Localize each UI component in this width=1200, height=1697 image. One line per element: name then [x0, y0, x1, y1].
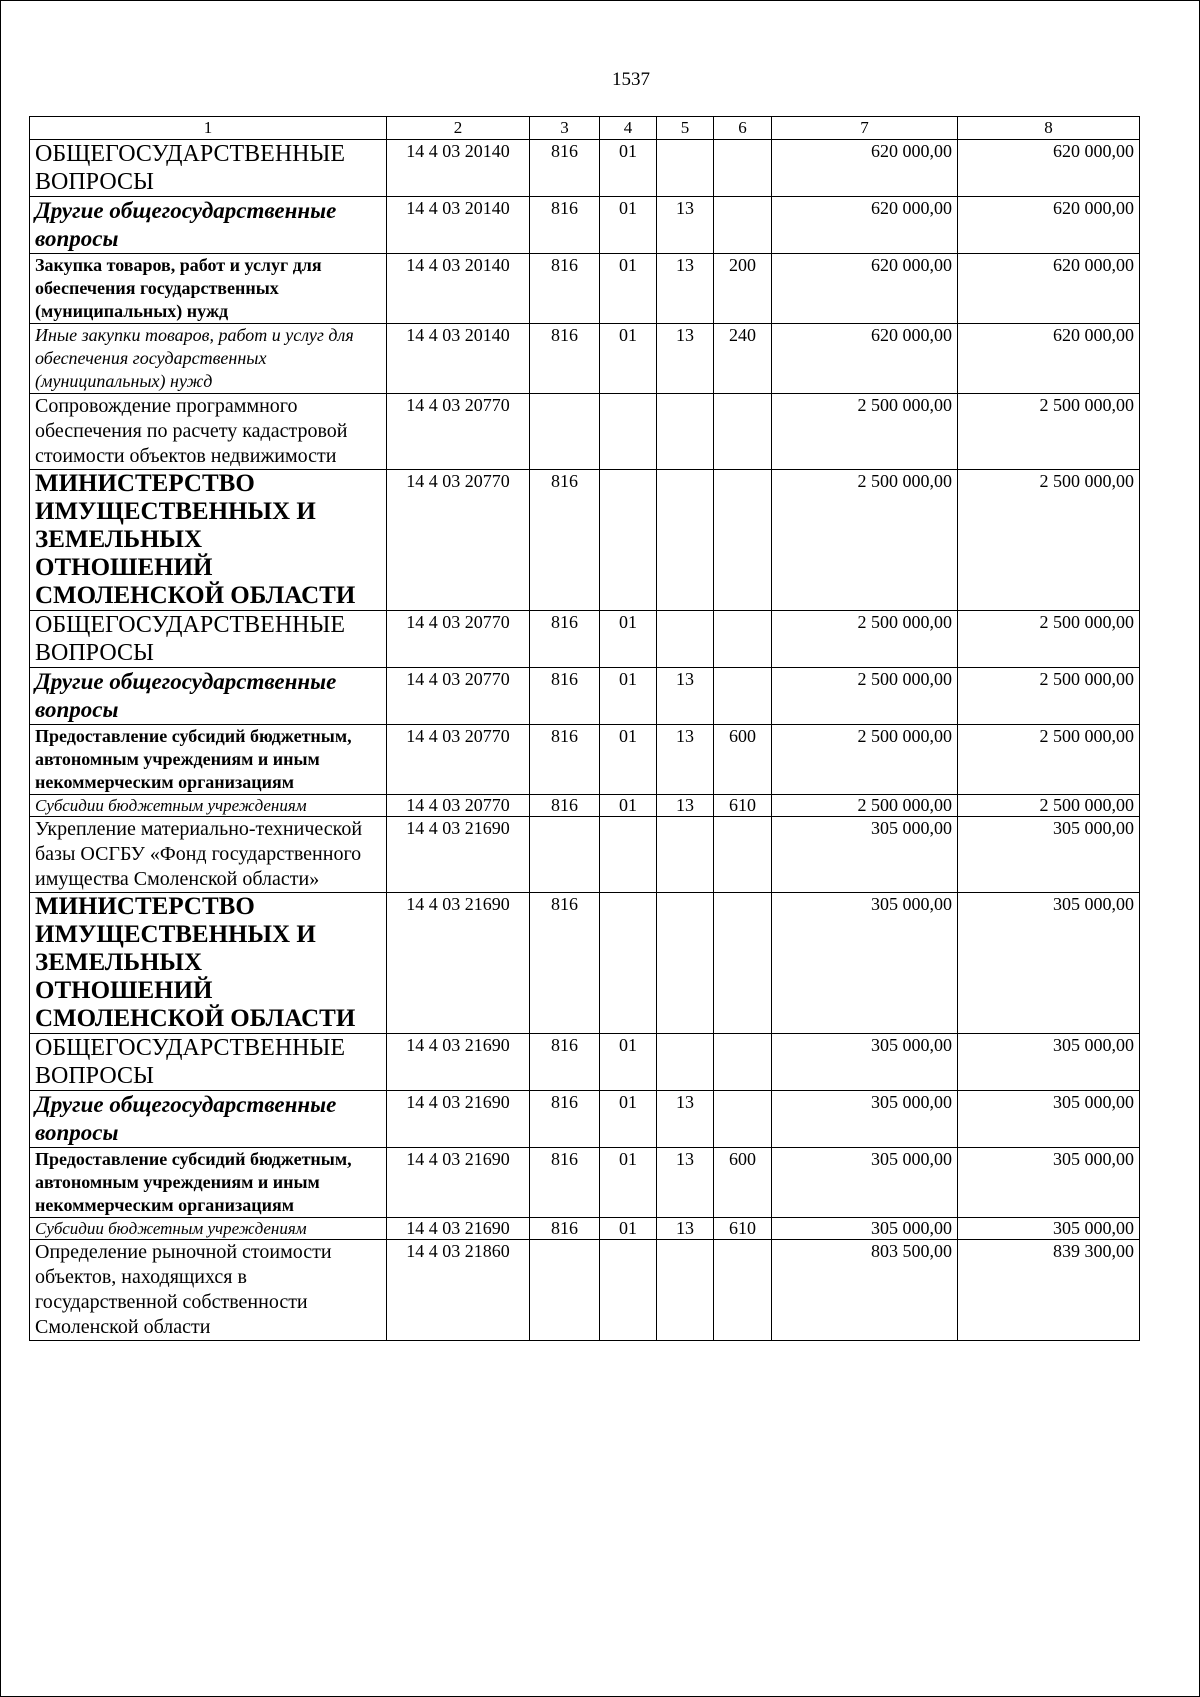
ministry-code-cell: 816 — [530, 254, 600, 324]
ministry-code-cell: 816 — [530, 611, 600, 668]
subsection-code-cell — [657, 1034, 714, 1091]
expense-type-cell — [714, 1034, 772, 1091]
subsection-code-cell: 13 — [657, 725, 714, 795]
target-article-cell: 14 4 03 21690 — [387, 1218, 530, 1240]
amount-year-2-cell: 305 000,00 — [958, 1034, 1140, 1091]
subsection-code-cell — [657, 470, 714, 611]
amount-year-1-cell: 620 000,00 — [772, 254, 958, 324]
page-number: 1537 — [612, 69, 650, 90]
column-header: 3 — [530, 117, 600, 140]
expense-type-cell: 600 — [714, 1148, 772, 1218]
table-row — [30, 611, 1140, 668]
expense-type-cell — [714, 140, 772, 197]
target-article-cell: 14 4 03 21690 — [387, 893, 530, 1034]
amount-year-2-cell: 620 000,00 — [958, 324, 1140, 394]
amount-year-2-cell: 2 500 000,00 — [958, 470, 1140, 611]
table-row — [30, 394, 1140, 470]
amount-year-1-cell: 305 000,00 — [772, 1148, 958, 1218]
expense-type-cell — [714, 1240, 772, 1341]
target-article-cell: 14 4 03 20140 — [387, 324, 530, 394]
table-row — [30, 1218, 1140, 1240]
table-row — [30, 1034, 1140, 1091]
subsection-code-cell: 13 — [657, 795, 714, 817]
table-row — [30, 1091, 1140, 1148]
section-code-cell — [600, 1240, 657, 1341]
amount-year-1-cell: 2 500 000,00 — [772, 394, 958, 470]
row-name-cell: Субсидии бюджетным учреждениям — [30, 1218, 387, 1240]
amount-year-2-cell: 2 500 000,00 — [958, 795, 1140, 817]
expense-type-cell: 610 — [714, 795, 772, 817]
ministry-code-cell: 816 — [530, 1091, 600, 1148]
amount-year-2-cell: 305 000,00 — [958, 1091, 1140, 1148]
expense-type-cell — [714, 470, 772, 611]
table-row — [30, 140, 1140, 197]
ministry-code-cell: 816 — [530, 324, 600, 394]
subsection-code-cell — [657, 394, 714, 470]
table-row — [30, 725, 1140, 795]
amount-year-2-cell: 620 000,00 — [958, 197, 1140, 254]
subsection-code-cell: 13 — [657, 1148, 714, 1218]
amount-year-2-cell: 2 500 000,00 — [958, 668, 1140, 725]
ministry-code-cell — [530, 817, 600, 893]
ministry-code-cell: 816 — [530, 795, 600, 817]
target-article-cell: 14 4 03 20770 — [387, 611, 530, 668]
amount-year-1-cell: 803 500,00 — [772, 1240, 958, 1341]
target-article-cell: 14 4 03 20770 — [387, 394, 530, 470]
row-name-cell: ОБЩЕГОСУДАРСТВЕННЫЕ ВОПРОСЫ — [30, 611, 387, 668]
ministry-code-cell: 816 — [530, 668, 600, 725]
ministry-code-cell: 816 — [530, 470, 600, 611]
column-header: 8 — [958, 117, 1140, 140]
ministry-code-cell: 816 — [530, 197, 600, 254]
section-code-cell: 01 — [600, 1034, 657, 1091]
section-code-cell: 01 — [600, 324, 657, 394]
row-name-cell: Иные закупки товаров, работ и услуг для обеспечения государственных (муниципальных) нужд — [30, 324, 387, 394]
ministry-code-cell: 816 — [530, 1034, 600, 1091]
expense-type-cell — [714, 668, 772, 725]
section-code-cell: 01 — [600, 611, 657, 668]
amount-year-1-cell: 2 500 000,00 — [772, 795, 958, 817]
subsection-code-cell: 13 — [657, 254, 714, 324]
section-code-cell — [600, 817, 657, 893]
expense-type-cell — [714, 197, 772, 254]
amount-year-1-cell: 305 000,00 — [772, 817, 958, 893]
ministry-code-cell: 816 — [530, 1148, 600, 1218]
amount-year-2-cell: 2 500 000,00 — [958, 725, 1140, 795]
target-article-cell: 14 4 03 20140 — [387, 140, 530, 197]
target-article-cell: 14 4 03 20770 — [387, 795, 530, 817]
row-name-cell: Другие общегосударственные вопросы — [30, 668, 387, 725]
amount-year-1-cell: 305 000,00 — [772, 1218, 958, 1240]
target-article-cell: 14 4 03 21690 — [387, 1148, 530, 1218]
table-row — [30, 254, 1140, 324]
row-name-cell: Другие общегосударственные вопросы — [30, 197, 387, 254]
column-header: 2 — [387, 117, 530, 140]
table-row — [30, 893, 1140, 1034]
expense-type-cell — [714, 611, 772, 668]
section-code-cell: 01 — [600, 1148, 657, 1218]
row-name-cell: ОБЩЕГОСУДАРСТВЕННЫЕ ВОПРОСЫ — [30, 140, 387, 197]
table-row — [30, 1240, 1140, 1341]
target-article-cell: 14 4 03 21690 — [387, 817, 530, 893]
expense-type-cell — [714, 893, 772, 1034]
table-row — [30, 795, 1140, 817]
table-body — [30, 140, 1140, 1341]
subsection-code-cell — [657, 140, 714, 197]
subsection-code-cell — [657, 893, 714, 1034]
ministry-code-cell — [530, 1240, 600, 1341]
subsection-code-cell: 13 — [657, 1218, 714, 1240]
column-header: 5 — [657, 117, 714, 140]
target-article-cell: 14 4 03 20770 — [387, 470, 530, 611]
section-code-cell: 01 — [600, 197, 657, 254]
section-code-cell — [600, 470, 657, 611]
subsection-code-cell — [657, 1240, 714, 1341]
section-code-cell: 01 — [600, 668, 657, 725]
row-name-cell: Другие общегосударственные вопросы — [30, 1091, 387, 1148]
amount-year-2-cell: 2 500 000,00 — [958, 394, 1140, 470]
amount-year-1-cell: 305 000,00 — [772, 893, 958, 1034]
row-name-cell: МИНИСТЕРСТВО ИМУЩЕСТВЕННЫХ И ЗЕМЕЛЬНЫХ ОТНОШЕНИЙ СМОЛЕНСКОЙ ОБЛАСТИ — [30, 470, 387, 611]
section-code-cell — [600, 394, 657, 470]
ministry-code-cell: 816 — [530, 140, 600, 197]
ministry-code-cell: 816 — [530, 725, 600, 795]
row-name-cell: Субсидии бюджетным учреждениям — [30, 795, 387, 817]
row-name-cell: МИНИСТЕРСТВО ИМУЩЕСТВЕННЫХ И ЗЕМЕЛЬНЫХ ОТНОШЕНИЙ СМОЛЕНСКОЙ ОБЛАСТИ — [30, 893, 387, 1034]
row-name-cell: Определение рыночной стоимости объектов, находящихся в государственной собственности Смоленской области — [30, 1240, 387, 1341]
column-header: 4 — [600, 117, 657, 140]
ministry-code-cell: 816 — [530, 893, 600, 1034]
amount-year-2-cell: 305 000,00 — [958, 893, 1140, 1034]
amount-year-1-cell: 620 000,00 — [772, 140, 958, 197]
subsection-code-cell: 13 — [657, 668, 714, 725]
section-code-cell: 01 — [600, 1218, 657, 1240]
amount-year-2-cell: 620 000,00 — [958, 140, 1140, 197]
row-name-cell: ОБЩЕГОСУДАРСТВЕННЫЕ ВОПРОСЫ — [30, 1034, 387, 1091]
section-code-cell: 01 — [600, 1091, 657, 1148]
amount-year-1-cell: 2 500 000,00 — [772, 725, 958, 795]
expense-type-cell: 610 — [714, 1218, 772, 1240]
target-article-cell: 14 4 03 21860 — [387, 1240, 530, 1341]
expense-type-cell — [714, 1091, 772, 1148]
target-article-cell: 14 4 03 21690 — [387, 1034, 530, 1091]
expense-type-cell — [714, 394, 772, 470]
subsection-code-cell — [657, 611, 714, 668]
table-row — [30, 197, 1140, 254]
table-row — [30, 817, 1140, 893]
amount-year-2-cell: 305 000,00 — [958, 817, 1140, 893]
target-article-cell: 14 4 03 21690 — [387, 1091, 530, 1148]
amount-year-1-cell: 2 500 000,00 — [772, 611, 958, 668]
target-article-cell: 14 4 03 20140 — [387, 254, 530, 324]
section-code-cell: 01 — [600, 725, 657, 795]
table-row — [30, 1148, 1140, 1218]
column-header: 7 — [772, 117, 958, 140]
section-code-cell — [600, 893, 657, 1034]
table-row — [30, 324, 1140, 394]
row-name-cell: Предоставление субсидий бюджетным, автономным учреждениям и иным некоммерческим организациям — [30, 725, 387, 795]
amount-year-2-cell: 305 000,00 — [958, 1218, 1140, 1240]
amount-year-2-cell: 305 000,00 — [958, 1148, 1140, 1218]
amount-year-1-cell: 620 000,00 — [772, 324, 958, 394]
expense-type-cell: 240 — [714, 324, 772, 394]
budget-table — [29, 116, 1140, 1341]
expense-type-cell: 200 — [714, 254, 772, 324]
column-header: 1 — [30, 117, 387, 140]
section-code-cell: 01 — [600, 795, 657, 817]
table-header-row — [30, 117, 1140, 140]
row-name-cell: Закупка товаров, работ и услуг для обеспечения государственных (муниципальных) нужд — [30, 254, 387, 324]
ministry-code-cell — [530, 394, 600, 470]
amount-year-1-cell: 620 000,00 — [772, 197, 958, 254]
ministry-code-cell: 816 — [530, 1218, 600, 1240]
subsection-code-cell: 13 — [657, 1091, 714, 1148]
subsection-code-cell — [657, 817, 714, 893]
target-article-cell: 14 4 03 20770 — [387, 668, 530, 725]
table-row — [30, 668, 1140, 725]
column-header: 6 — [714, 117, 772, 140]
amount-year-1-cell: 2 500 000,00 — [772, 470, 958, 611]
subsection-code-cell: 13 — [657, 324, 714, 394]
section-code-cell: 01 — [600, 254, 657, 324]
row-name-cell: Предоставление субсидий бюджетным, автономным учреждениям и иным некоммерческим организациям — [30, 1148, 387, 1218]
expense-type-cell: 600 — [714, 725, 772, 795]
target-article-cell: 14 4 03 20140 — [387, 197, 530, 254]
amount-year-2-cell: 2 500 000,00 — [958, 611, 1140, 668]
amount-year-1-cell: 2 500 000,00 — [772, 668, 958, 725]
subsection-code-cell: 13 — [657, 197, 714, 254]
amount-year-1-cell: 305 000,00 — [772, 1091, 958, 1148]
target-article-cell: 14 4 03 20770 — [387, 725, 530, 795]
amount-year-1-cell: 305 000,00 — [772, 1034, 958, 1091]
amount-year-2-cell: 839 300,00 — [958, 1240, 1140, 1341]
row-name-cell: Сопровождение программного обеспечения по расчету кадастровой стоимости объектов недвижимости — [30, 394, 387, 470]
expense-type-cell — [714, 817, 772, 893]
amount-year-2-cell: 620 000,00 — [958, 254, 1140, 324]
table-row — [30, 470, 1140, 611]
row-name-cell: Укрепление материально-технической базы ОСГБУ «Фонд государственного имущества Смоленской области» — [30, 817, 387, 893]
section-code-cell: 01 — [600, 140, 657, 197]
